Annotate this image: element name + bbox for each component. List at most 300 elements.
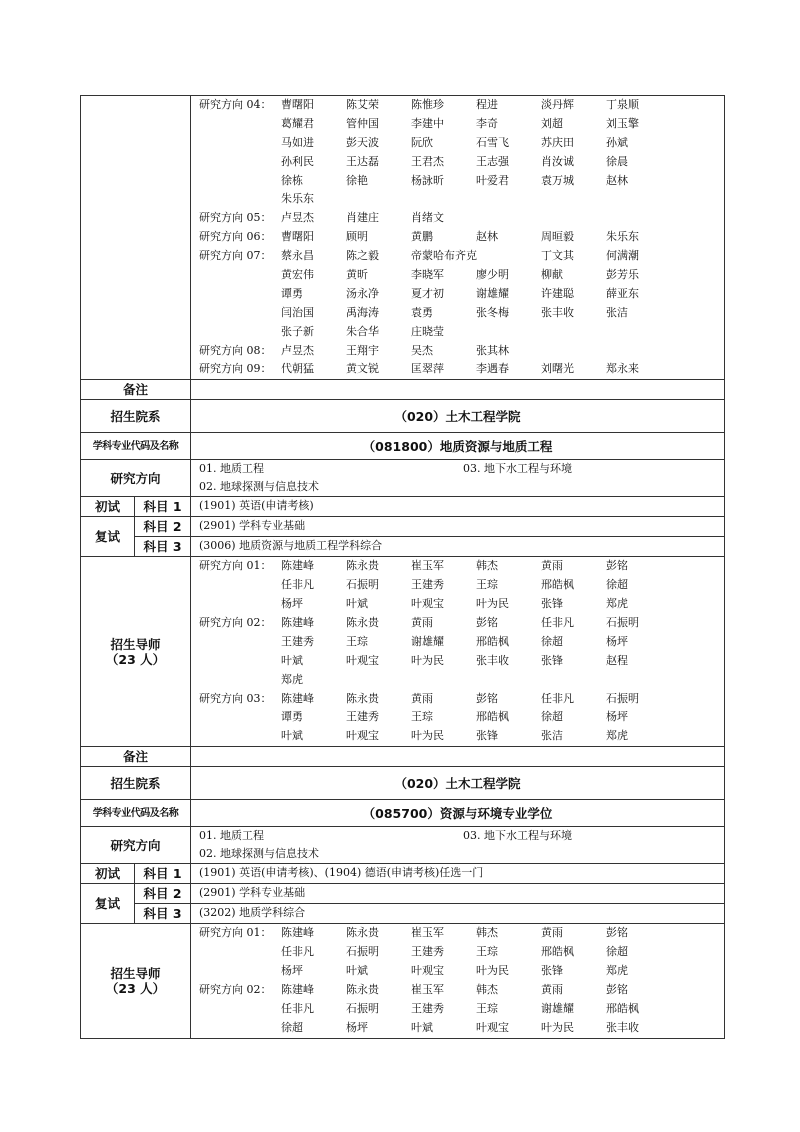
advisor-name: 张洁 — [541, 729, 563, 743]
direction-prefix: 研究方向 04： — [199, 98, 272, 111]
advisor-name: 刘超 — [541, 116, 563, 130]
direction-prefix-spacer — [199, 172, 281, 191]
advisor-name: 赵程 — [606, 653, 628, 667]
direction-01: 01. 地质工程 — [199, 462, 264, 476]
advisor-name: 陈永贵 — [346, 559, 379, 573]
advisor-name: 袁勇 — [411, 305, 433, 319]
advisor-row — [199, 981, 724, 1000]
advisor-name: 郑永来 — [606, 362, 639, 376]
advisor-name: 李晓军 — [411, 268, 444, 282]
advisor-row — [199, 96, 724, 115]
direction-prefix-spacer — [199, 285, 281, 304]
direction-02: 02. 地球探测与信息技术 — [199, 480, 319, 494]
subject2-label: 科目 2 — [135, 884, 191, 904]
advisor-name: 谭勇 — [281, 286, 303, 300]
direction-prefix-spacer — [199, 671, 281, 690]
advisor-name: 匡翠萍 — [411, 362, 444, 376]
subject2-value: (2901) 学科专业基础 — [191, 517, 725, 537]
advisor-name: 石振明 — [606, 616, 639, 630]
advisor-name: 谭勇 — [281, 710, 303, 724]
subject3-label: 科目 3 — [135, 537, 191, 557]
advisor-row — [199, 652, 724, 671]
prelim-row — [81, 864, 725, 884]
direction-01: 01. 地质工程 — [199, 829, 264, 843]
subject2-value: (2901) 学科专业基础 — [191, 884, 725, 904]
school-value: （020）土木工程学院 — [191, 767, 725, 800]
advisor-name: 陈建峰 — [281, 616, 314, 630]
advisor-name: 张丰收 — [541, 305, 574, 319]
advisor-name: 彭铭 — [606, 982, 628, 996]
advisor-name: 王君杰 — [411, 154, 444, 168]
advisor-row — [199, 690, 724, 709]
advisor-name: 肖绪文 — [411, 211, 444, 225]
advisor-row — [199, 172, 724, 191]
advisor-row — [199, 943, 724, 962]
advisor-name: 黄宏伟 — [281, 268, 314, 282]
advisor-name: 黄雨 — [541, 926, 563, 940]
advisor-name: 徐超 — [541, 634, 563, 648]
advisor-name: 陈永贵 — [346, 691, 379, 705]
school-label: 招生院系 — [81, 400, 191, 433]
advisor-name: 叶为民 — [476, 597, 509, 611]
subject1-value: (1901) 英语(申请考核)、(1904) 德语(申请考核)任选一门 — [191, 864, 725, 884]
advisor-name: 庄晓莹 — [411, 324, 444, 338]
admission-table-page — [80, 95, 724, 1039]
subject2-label: 科目 2 — [135, 517, 191, 537]
directions-row — [81, 460, 725, 497]
advisor-name: 徐晨 — [606, 154, 628, 168]
advisor-name: 刘曙光 — [541, 362, 574, 376]
advisor-name: 黄文锐 — [346, 362, 379, 376]
direction-prefix: 研究方向 09： — [199, 362, 272, 376]
advisor-name: 吴杰 — [411, 343, 433, 357]
direction-prefix: 研究方向 06： — [199, 230, 272, 244]
advisor-name: 叶观宝 — [476, 1020, 509, 1034]
advisor-name: 丁文其 — [541, 249, 574, 263]
advisor-name: 叶为民 — [476, 964, 509, 978]
advisor-name: 淡丹辉 — [541, 98, 574, 111]
direction-prefix-spacer — [199, 190, 281, 209]
advisor-name: 王建秀 — [281, 634, 314, 648]
advisor-name: 彭铭 — [476, 616, 498, 630]
advisor-name: 叶为民 — [411, 729, 444, 743]
advisor-name: 孙利民 — [281, 154, 314, 168]
direction-prefix-spacer — [199, 115, 281, 134]
direction-prefix-spacer — [199, 595, 281, 614]
remarks-row — [81, 747, 725, 767]
direction-prefix-spacer — [199, 727, 281, 746]
advisor-row — [199, 304, 724, 323]
direction-prefix: 研究方向 01： — [199, 559, 272, 573]
direction-advisor-group — [199, 360, 724, 379]
advisor-name: 苏庆田 — [541, 135, 574, 149]
direction-prefix-spacer — [199, 323, 281, 342]
advisor-name: 杨坪 — [281, 964, 303, 978]
advisor-name: 石振明 — [346, 945, 379, 959]
prelim-row — [81, 497, 725, 517]
major-label: 学科专业代码及名称 — [81, 433, 191, 460]
direction-advisor-group — [199, 209, 724, 228]
remarks-value — [191, 747, 725, 767]
advisor-row — [199, 247, 724, 266]
advisor-row — [199, 115, 724, 134]
advisors-label-count: （23 人） — [105, 651, 166, 667]
school-row — [81, 767, 725, 800]
remarks-row — [81, 380, 725, 400]
advisor-name: 王志强 — [476, 154, 509, 168]
major-label: 学科专业代码及名称 — [81, 800, 191, 827]
major-row — [81, 800, 725, 827]
advisor-name: 张丰收 — [606, 1020, 639, 1034]
advisor-name: 彭天波 — [346, 135, 379, 149]
direction-advisor-group — [199, 247, 724, 341]
direction-advisor-group — [199, 924, 724, 981]
advisor-row — [199, 614, 724, 633]
remarks-label: 备注 — [81, 747, 191, 767]
advisor-row — [199, 671, 724, 690]
advisor-name: 郑虎 — [606, 729, 628, 743]
advisors-row-env — [81, 924, 725, 1038]
advisors-list — [191, 96, 725, 380]
advisor-name: 王琮 — [476, 578, 498, 592]
advisor-name: 陈之毅 — [346, 249, 379, 263]
advisor-name: 彭铭 — [606, 559, 628, 573]
retest-row-1 — [81, 517, 725, 537]
advisor-name: 崔玉军 — [411, 559, 444, 573]
advisor-name: 许建聪 — [541, 286, 574, 300]
school-value: （020）土木工程学院 — [191, 400, 725, 433]
advisor-name: 陈建峰 — [281, 982, 314, 996]
advisor-name: 张其林 — [476, 343, 509, 357]
advisor-name: 石振明 — [346, 1001, 379, 1015]
advisor-row — [199, 1019, 724, 1038]
advisors-list — [191, 924, 725, 1038]
teacher-groups — [199, 96, 724, 379]
direction-prefix-spacer — [199, 633, 281, 652]
advisor-name: 徐超 — [281, 1020, 303, 1034]
retest-row-2 — [81, 537, 725, 557]
advisors-label — [81, 557, 191, 747]
advisor-name: 王翔宇 — [346, 343, 379, 357]
advisor-name: 谢雄耀 — [476, 286, 509, 300]
advisor-name: 李建中 — [411, 116, 444, 130]
advisor-name: 徐栋 — [281, 173, 303, 187]
advisor-name: 叶斌 — [411, 1020, 433, 1034]
advisor-name: 崔玉军 — [411, 926, 444, 940]
advisor-name: 徐超 — [541, 710, 563, 724]
advisor-name: 叶为民 — [541, 1020, 574, 1034]
advisor-name: 邢皓枫 — [476, 710, 509, 724]
retest-label: 复试 — [81, 884, 135, 924]
advisor-name: 任非凡 — [281, 1001, 314, 1015]
direction-03: 03. 地下水工程与环境 — [463, 462, 572, 476]
advisor-row — [199, 557, 724, 576]
major-value: （081800）地质资源与地质工程 — [191, 433, 725, 460]
advisor-name: 陈永贵 — [346, 616, 379, 630]
retest-row-1 — [81, 884, 725, 904]
advisor-name: 袁万城 — [541, 173, 574, 187]
advisor-name: 韩杰 — [476, 559, 498, 573]
direction-prefix-spacer — [199, 304, 281, 323]
advisor-row — [199, 134, 724, 153]
advisor-name: 郑虎 — [281, 672, 303, 686]
direction-prefix: 研究方向 02： — [199, 982, 272, 996]
advisor-name: 朱合华 — [346, 324, 379, 338]
advisor-name: 张丰收 — [476, 653, 509, 667]
advisor-row — [199, 153, 724, 172]
advisor-name: 肖汝诚 — [541, 154, 574, 168]
direction-advisor-group — [199, 557, 724, 614]
prelim-label: 初试 — [81, 864, 135, 884]
advisor-name: 叶为民 — [411, 653, 444, 667]
advisor-name: 石雪飞 — [476, 135, 509, 149]
advisor-name: 邢皓枫 — [541, 945, 574, 959]
admission-table — [80, 95, 725, 1039]
advisor-name: 黄雨 — [411, 691, 433, 705]
advisor-name: 谢雄耀 — [411, 634, 444, 648]
advisor-name: 王建秀 — [411, 578, 444, 592]
advisors-label-empty — [81, 96, 191, 380]
direction-prefix-spacer — [199, 962, 281, 981]
advisor-name: 叶观宝 — [346, 729, 379, 743]
advisors-label — [81, 924, 191, 1038]
directions-value — [191, 827, 725, 864]
advisor-name: 张子新 — [281, 324, 314, 338]
advisor-name: 叶观宝 — [411, 597, 444, 611]
advisor-name: 黄鹏 — [411, 230, 433, 244]
direction-prefix-spacer — [199, 1019, 281, 1038]
advisor-name: 杨詠昕 — [411, 173, 444, 187]
advisor-name: 张锋 — [541, 597, 563, 611]
direction-prefix-spacer — [199, 576, 281, 595]
advisor-name: 代朝猛 — [281, 362, 314, 376]
subject1-label: 科目 1 — [135, 864, 191, 884]
advisor-name: 陈建峰 — [281, 926, 314, 940]
retest-row-2 — [81, 904, 725, 924]
direction-advisor-group — [199, 981, 724, 1038]
advisor-name: 赵林 — [606, 173, 628, 187]
advisor-name: 张锋 — [541, 653, 563, 667]
advisor-name: 陈永贵 — [346, 926, 379, 940]
direction-prefix: 研究方向 03： — [199, 691, 272, 705]
advisor-name: 王琮 — [476, 1001, 498, 1015]
advisor-name: 顾明 — [346, 230, 368, 244]
advisor-name: 廖少明 — [476, 268, 509, 282]
advisors-list — [191, 557, 725, 747]
advisor-name: 叶斌 — [281, 653, 303, 667]
advisor-row — [199, 228, 724, 247]
advisor-name: 徐超 — [606, 945, 628, 959]
advisor-row — [199, 576, 724, 595]
subject3-label: 科目 3 — [135, 904, 191, 924]
advisor-name: 李奇 — [476, 116, 498, 130]
directions-value — [191, 460, 725, 497]
advisors-row-civil-cont — [81, 96, 725, 380]
advisor-name: 郑虎 — [606, 964, 628, 978]
advisor-row — [199, 360, 724, 379]
advisor-name: 叶观宝 — [411, 964, 444, 978]
advisor-name: 邢皓枫 — [606, 1001, 639, 1015]
advisor-name: 赵林 — [476, 230, 498, 244]
advisor-row — [199, 727, 724, 746]
advisor-name: 叶斌 — [346, 964, 368, 978]
advisor-name: 朱乐东 — [606, 230, 639, 244]
direction-advisor-group — [199, 228, 724, 247]
advisor-name: 陈艾荣 — [346, 98, 379, 111]
direction-prefix-spacer — [199, 266, 281, 285]
advisor-name: 彭芳乐 — [606, 268, 639, 282]
advisor-name: 韩杰 — [476, 926, 498, 940]
direction-prefix: 研究方向 05： — [199, 211, 272, 225]
advisor-name: 王琮 — [476, 945, 498, 959]
advisor-name — [476, 247, 541, 266]
direction-prefix-spacer — [199, 652, 281, 671]
major-row — [81, 433, 725, 460]
retest-label: 复试 — [81, 517, 135, 557]
direction-prefix-spacer — [199, 153, 281, 172]
advisor-name: 任非凡 — [541, 691, 574, 705]
advisor-name: 彭铭 — [606, 926, 628, 940]
advisor-name: 杨坪 — [606, 634, 628, 648]
advisor-row — [199, 342, 724, 361]
advisor-name: 王达磊 — [346, 154, 379, 168]
advisor-name: 陈惟珍 — [411, 98, 444, 111]
direction-advisor-group — [199, 96, 724, 209]
advisor-name: 陈永贵 — [346, 982, 379, 996]
direction-03: 03. 地下水工程与环境 — [463, 829, 572, 843]
advisor-name: 朱乐东 — [281, 192, 314, 206]
advisor-name: 曹曙阳 — [281, 98, 314, 111]
advisor-name: 叶斌 — [281, 729, 303, 743]
advisor-name: 夏才初 — [411, 286, 444, 300]
advisor-name: 黄雨 — [411, 616, 433, 630]
advisor-name: 陈建峰 — [281, 559, 314, 573]
advisor-name: 汤永净 — [346, 286, 379, 300]
advisor-name: 阮欣 — [411, 135, 433, 149]
subject3-value: (3006) 地质资源与地质工程学科综合 — [191, 537, 725, 557]
subject3-value: (3202) 地质学科综合 — [191, 904, 725, 924]
advisor-name: 徐超 — [606, 578, 628, 592]
advisor-name: 卢昱杰 — [281, 211, 314, 225]
direction-advisor-group — [199, 614, 724, 690]
advisor-name: 薛亚东 — [606, 286, 639, 300]
direction-prefix-spacer — [199, 943, 281, 962]
direction-prefix: 研究方向 02： — [199, 616, 272, 630]
advisor-name: 葛耀君 — [281, 116, 314, 130]
advisor-row — [199, 595, 724, 614]
advisor-name: 崔玉军 — [411, 982, 444, 996]
advisor-name: 卢昱杰 — [281, 343, 314, 357]
advisors-label-title: 招生导师 — [110, 636, 161, 652]
advisor-name: 彭铭 — [476, 691, 498, 705]
advisor-name: 叶观宝 — [346, 653, 379, 667]
advisor-name: 任非凡 — [541, 616, 574, 630]
advisor-name: 张洁 — [606, 305, 628, 319]
advisor-name: 邢皓枫 — [541, 578, 574, 592]
advisor-name: 杨坪 — [281, 597, 303, 611]
advisor-name: 孙斌 — [606, 135, 628, 149]
advisor-row — [199, 285, 724, 304]
advisor-name: 叶爱君 — [476, 173, 509, 187]
advisor-row — [199, 633, 724, 652]
major-value: （085700）资源与环境专业学位 — [191, 800, 725, 827]
advisor-row — [199, 209, 724, 228]
advisor-name: 蔡永昌 — [281, 249, 314, 263]
advisor-name: 丁泉顺 — [606, 98, 639, 111]
advisor-name: 张冬梅 — [476, 305, 509, 319]
advisor-row — [199, 323, 724, 342]
advisor-name: 肖建庄 — [346, 211, 379, 225]
directions-label: 研究方向 — [81, 460, 191, 497]
advisor-name: 王建秀 — [346, 710, 379, 724]
advisor-row — [199, 708, 724, 727]
directions-label: 研究方向 — [81, 827, 191, 864]
advisor-name: 徐艳 — [346, 173, 368, 187]
direction-advisor-group — [199, 690, 724, 747]
direction-prefix-spacer — [199, 134, 281, 153]
advisor-name: 何满潮 — [606, 249, 639, 263]
advisor-name: 黄雨 — [541, 982, 563, 996]
advisors-label-title: 招生导师 — [110, 965, 161, 981]
advisor-name: 叶斌 — [346, 597, 368, 611]
advisor-name: 石振明 — [346, 578, 379, 592]
advisor-name: 程进 — [476, 98, 498, 111]
teacher-groups — [199, 557, 724, 746]
advisor-row — [199, 924, 724, 943]
advisor-name: 黄昕 — [346, 268, 368, 282]
direction-prefix-spacer — [199, 1000, 281, 1019]
advisor-name: 马如进 — [281, 135, 314, 149]
advisor-name: 张锋 — [541, 964, 563, 978]
advisor-name: 任非凡 — [281, 945, 314, 959]
advisor-name: 王琮 — [346, 634, 368, 648]
advisor-name: 管仲国 — [346, 116, 379, 130]
advisor-name: 王琮 — [411, 710, 433, 724]
advisors-row-geo — [81, 557, 725, 747]
advisor-name: 禹海涛 — [346, 305, 379, 319]
subject1-value: (1901) 英语(申请考核) — [191, 497, 725, 517]
direction-advisor-group — [199, 342, 724, 361]
teacher-groups — [199, 924, 724, 1037]
advisors-label-count: （23 人） — [105, 980, 166, 996]
direction-prefix: 研究方向 08： — [199, 343, 272, 357]
advisor-name: 闫治国 — [281, 305, 314, 319]
advisor-name: 谢雄耀 — [541, 1001, 574, 1015]
advisor-name: 杨坪 — [606, 710, 628, 724]
direction-02: 02. 地球探测与信息技术 — [199, 847, 319, 861]
directions-row — [81, 827, 725, 864]
advisor-name: 邢皓枫 — [476, 634, 509, 648]
advisor-name: 任非凡 — [281, 578, 314, 592]
advisor-name: 黄雨 — [541, 559, 563, 573]
advisor-name: 王建秀 — [411, 945, 444, 959]
remarks-value — [191, 380, 725, 400]
advisor-row — [199, 190, 724, 209]
advisor-name: 陈建峰 — [281, 691, 314, 705]
advisor-name: 韩杰 — [476, 982, 498, 996]
advisor-name: 王建秀 — [411, 1001, 444, 1015]
advisor-name: 周晅毅 — [541, 230, 574, 244]
advisor-row — [199, 1000, 724, 1019]
subject1-label: 科目 1 — [135, 497, 191, 517]
advisor-name: 曹曙阳 — [281, 230, 314, 244]
advisor-name: 郑虎 — [606, 597, 628, 611]
advisor-name: 刘玉擎 — [606, 116, 639, 130]
advisor-name: 李遇春 — [476, 362, 509, 376]
advisor-name: 杨坪 — [346, 1020, 368, 1034]
school-label: 招生院系 — [81, 767, 191, 800]
direction-prefix: 研究方向 07： — [199, 249, 272, 263]
